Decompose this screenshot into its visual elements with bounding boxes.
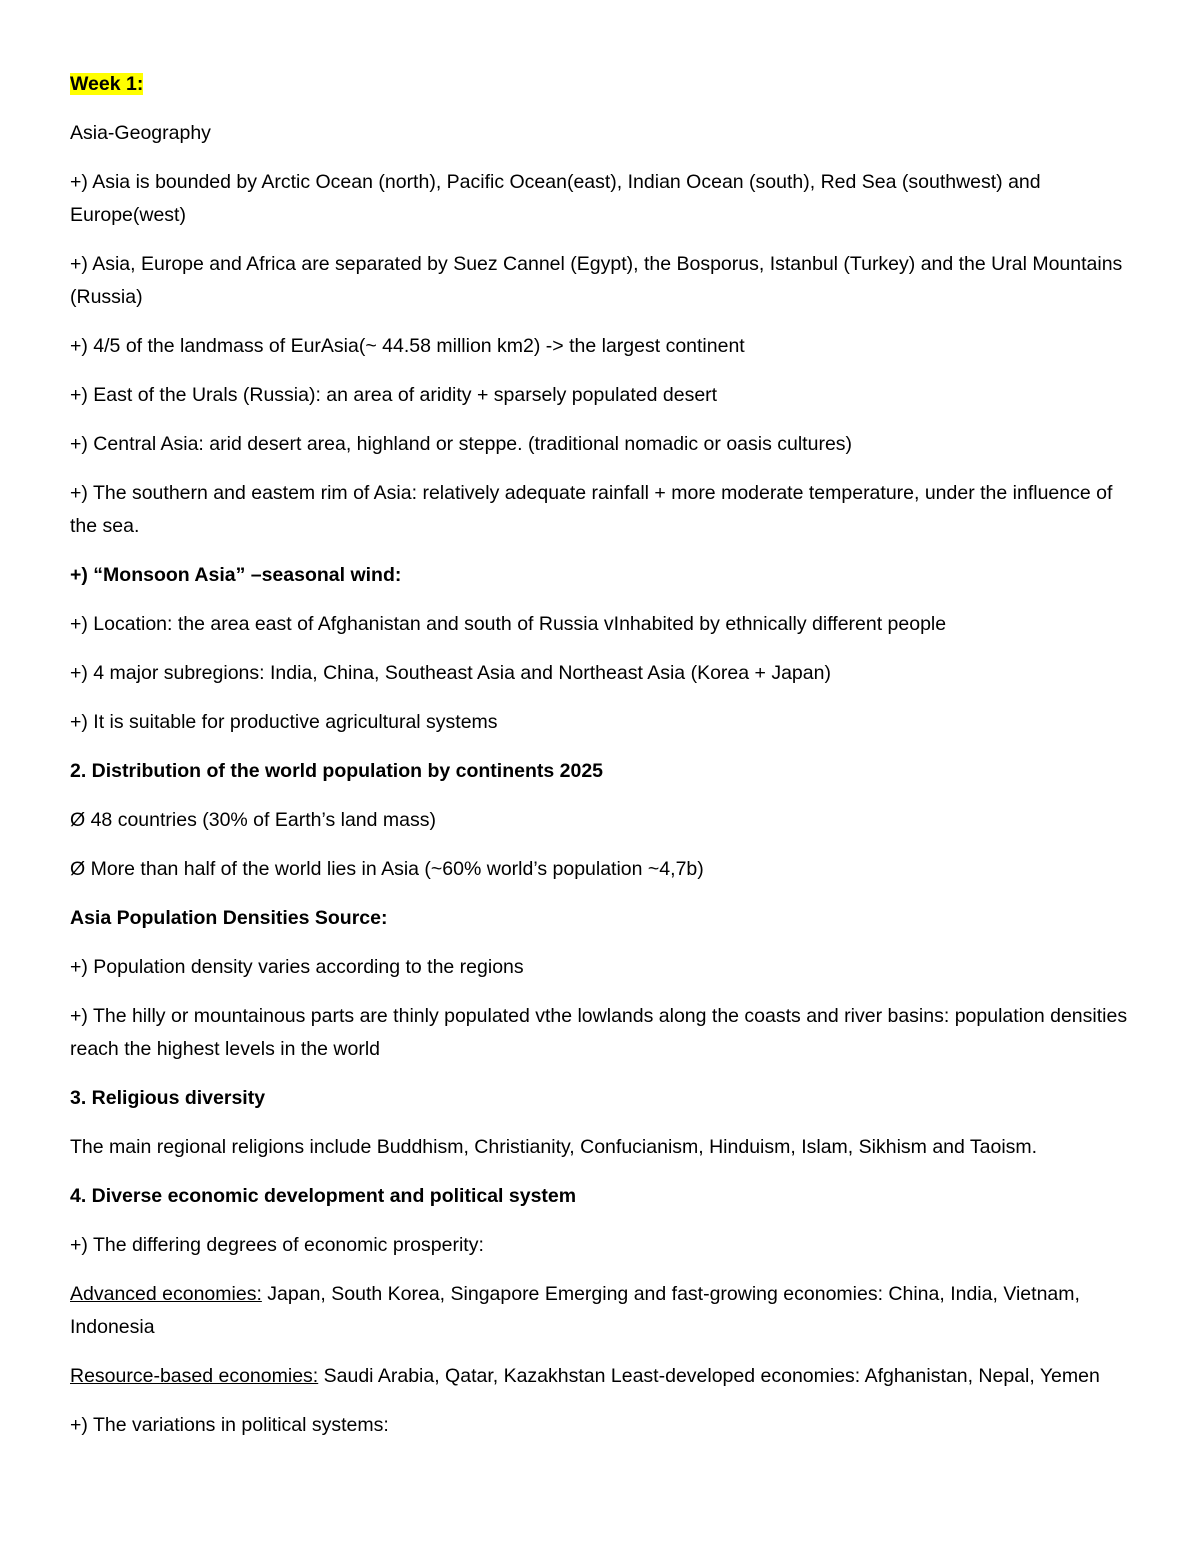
topic-title: Asia-Geography xyxy=(70,122,211,144)
section2-heading: 2. Distribution of the world population by continents 2025 xyxy=(70,760,604,782)
monsoon-heading: +) “Monsoon Asia” –seasonal wind: xyxy=(70,564,402,586)
week-heading-highlight: Week 1: xyxy=(70,73,144,95)
section3-text: The main regional religions include Buddhism, Christianity, Confucianism, Hinduism, Islam, Sikhism and Taoism. xyxy=(70,1136,1038,1158)
advanced-economies-paragraph xyxy=(70,1278,1140,1344)
density-point: +) Population density varies according to the regions xyxy=(70,956,524,978)
density-heading: Asia Population Densities Source: xyxy=(70,907,388,929)
section2-point: Ø 48 countries (30% of Earth’s land mass) xyxy=(70,809,436,831)
section4-intro: +) The differing degrees of economic prosperity: xyxy=(70,1234,484,1256)
resource-economies-text: Saudi Arabia, Qatar, Kazakhstan Least-developed economies: Afghanistan, Nepal, Yemen xyxy=(318,1365,1100,1387)
resource-economies-label: Resource-based economies: xyxy=(70,1365,319,1387)
week-heading xyxy=(70,68,1140,101)
advanced-economies-label: Advanced economies: xyxy=(70,1283,262,1305)
section4-heading: 4. Diverse economic development and political system xyxy=(70,1185,577,1207)
geo-point: +) 4/5 of the landmass of EurAsia(~ 44.58 million km2) -> the largest continent xyxy=(70,335,745,357)
monsoon-point: +) Location: the area east of Afghanistan and south of Russia vInhabited by ethnically different people xyxy=(70,613,947,635)
document-page xyxy=(70,68,1140,1458)
advanced-economies-text: Japan, South Korea, Singapore Emerging and fast-growing economies: China, India, Vietnam, Indonesia xyxy=(70,1283,1080,1338)
geo-point: +) Central Asia: arid desert area, highland or steppe. (traditional nomadic or oasis cultures) xyxy=(70,433,853,455)
section2-point: Ø More than half of the world lies in Asia (~60% world’s population ~4,7b) xyxy=(70,858,704,880)
political-systems-line: +) The variations in political systems: xyxy=(70,1414,389,1436)
monsoon-point: +) 4 major subregions: India, China, Southeast Asia and Northeast Asia (Korea + Japan) xyxy=(70,662,831,684)
density-point: +) The hilly or mountainous parts are thinly populated vthe lowlands along the coasts and river basins: population densities reach the highest levels in the world xyxy=(70,1005,1128,1060)
geo-point: +) East of the Urals (Russia): an area of aridity + sparsely populated desert xyxy=(70,384,718,406)
geo-point: +) Asia, Europe and Africa are separated by Suez Cannel (Egypt), the Bosporus, Istanbul (Turkey) and the Ural Mountains (Russia) xyxy=(70,253,1123,308)
geo-point: +) Asia is bounded by Arctic Ocean (north), Pacific Ocean(east), Indian Ocean (south), Red Sea (southwest) and Europe(west) xyxy=(70,171,1041,226)
resource-economies-paragraph xyxy=(70,1360,1140,1393)
geo-point: +) The southern and eastem rim of Asia: relatively adequate rainfall + more moderate temperature, under the influence of the sea. xyxy=(70,482,1113,537)
section3-heading: 3. Religious diversity xyxy=(70,1087,266,1109)
monsoon-point: +) It is suitable for productive agricultural systems xyxy=(70,711,498,733)
